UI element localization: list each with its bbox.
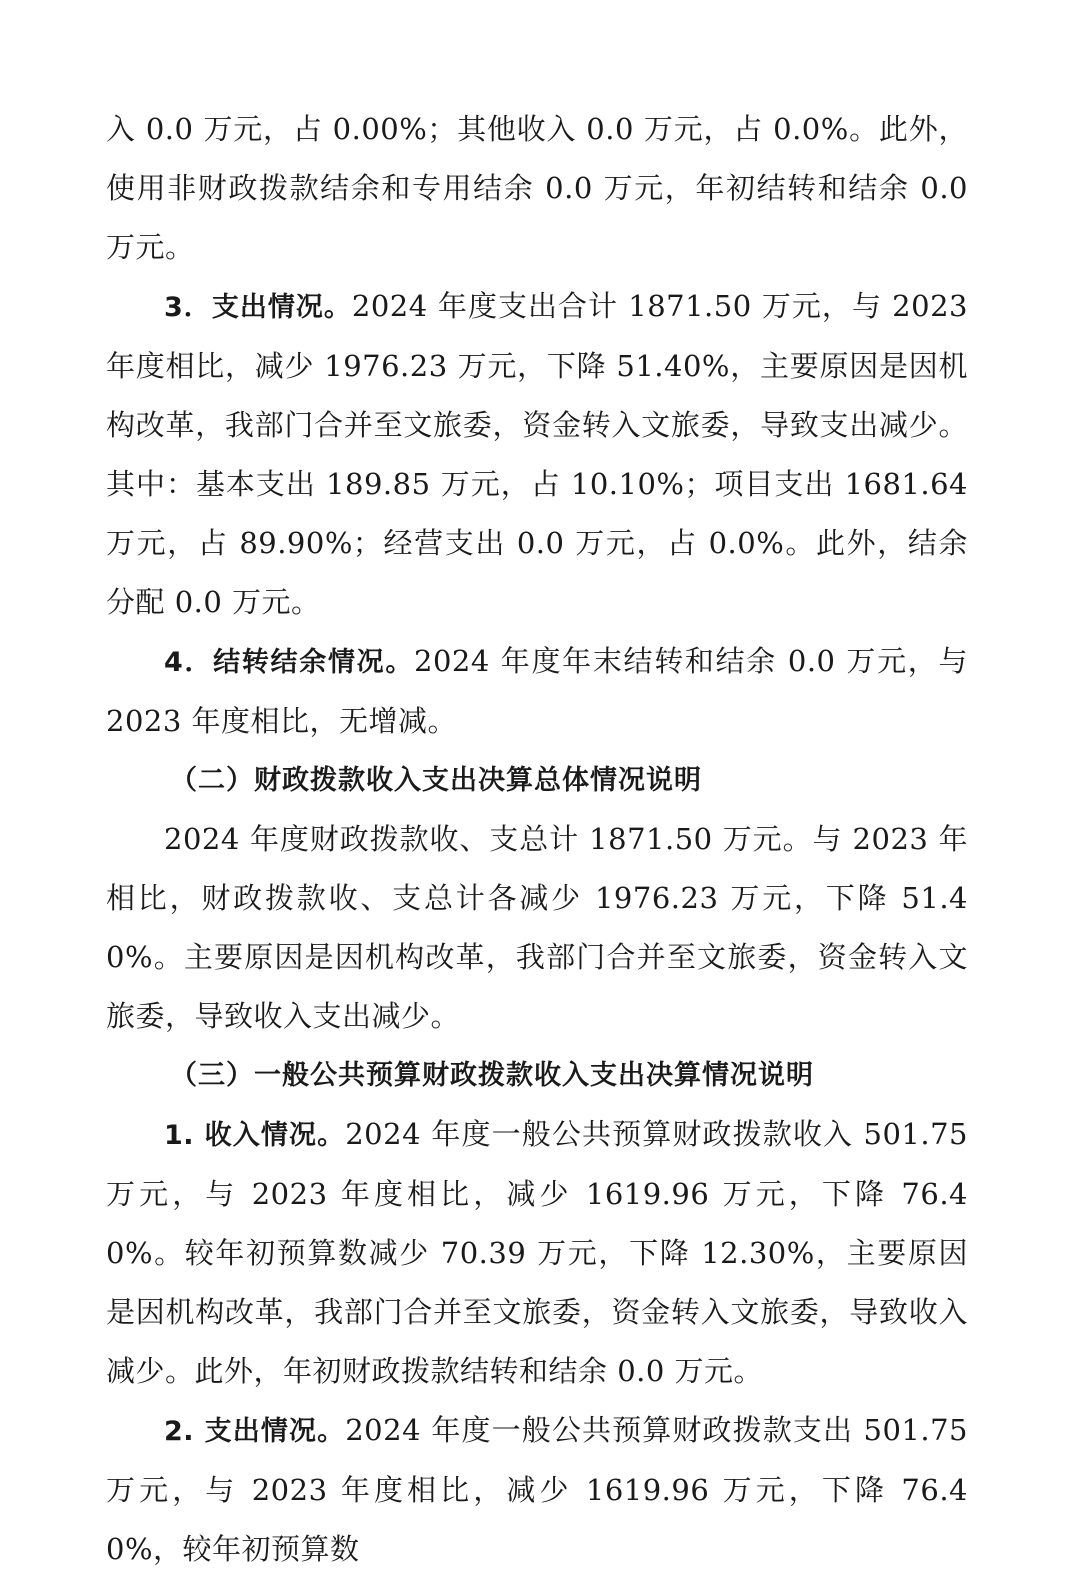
paragraph-text: 入 0.0 万元，占 0.00%；其他收入 0.0 万元，占 0.0%。此外，使用非财政拨款结余和专用结余 0.0 万元，年初结转和结余 0.0 万元。: [106, 112, 968, 264]
paragraph-text: 2024 年度财政拨款收、支总计 1871.50 万元。与 2023 年相比，财政拨款收、支总计各减少 1976.23 万元，下降 51.40%。主要原因是因机构改革，我部门合并至文旅委，资金转入文旅委，导致收入支出减少。: [106, 822, 968, 1033]
paragraph-income-continued: [106, 100, 968, 277]
paragraph-text: 2024 年度一般公共预算财政拨款支出 501.75 万元，与 2023 年度相比，减少 1619.96 万元，下降 76.40%，较年初预算数: [106, 1413, 968, 1566]
paragraph-lead: 1. 收入情况。: [164, 1120, 346, 1151]
paragraph-general-expenditure: [106, 1401, 968, 1579]
paragraph-expenditure: [106, 277, 968, 632]
paragraph-text: 2024 年度年末结转和结余 0.0 万元，与 2023 年度相比，无增减。: [106, 644, 968, 738]
section-heading-fiscal-overall: （二）财政拨款收入支出决算总体情况说明: [170, 765, 702, 796]
paragraph-fiscal-overall: [106, 810, 968, 1046]
paragraph-general-income: [106, 1105, 968, 1401]
paragraph-lead: 4．结转结余情况。: [164, 647, 415, 678]
paragraph-lead: 2. 支出情况。: [164, 1416, 346, 1447]
paragraph-text: 2024 年度支出合计 1871.50 万元，与 2023 年度相比，减少 1976.23 万元，下降 51.40%，主要原因是因机构改革，我部门合并至文旅委，资金转入文旅委，导致支出减少。其中：基本支出 189.85 万元，占 10.10%；项目支出 1681.64 万元，占 89.90%；经营支出 0.0 万元，占 0.0%。此外，结余分配 0.0 万元。: [106, 289, 968, 619]
section-heading-general-budget: （三）一般公共预算财政拨款收入支出决算情况说明: [170, 1060, 814, 1091]
paragraph-carryover: [106, 632, 968, 751]
paragraph-lead: 3．支出情况。: [164, 292, 352, 323]
paragraph-text: 2024 年度一般公共预算财政拨款收入 501.75 万元，与 2023 年度相比，减少 1619.96 万元，下降 76.40%。较年初预算数减少 70.39 万元，下降 12.30%，主要原因是因机构改革，我部门合并至文旅委，资金转入文旅委，导致收入减少。此外，年初财政拨款结转和结余 0.0 万元。: [106, 1117, 968, 1388]
